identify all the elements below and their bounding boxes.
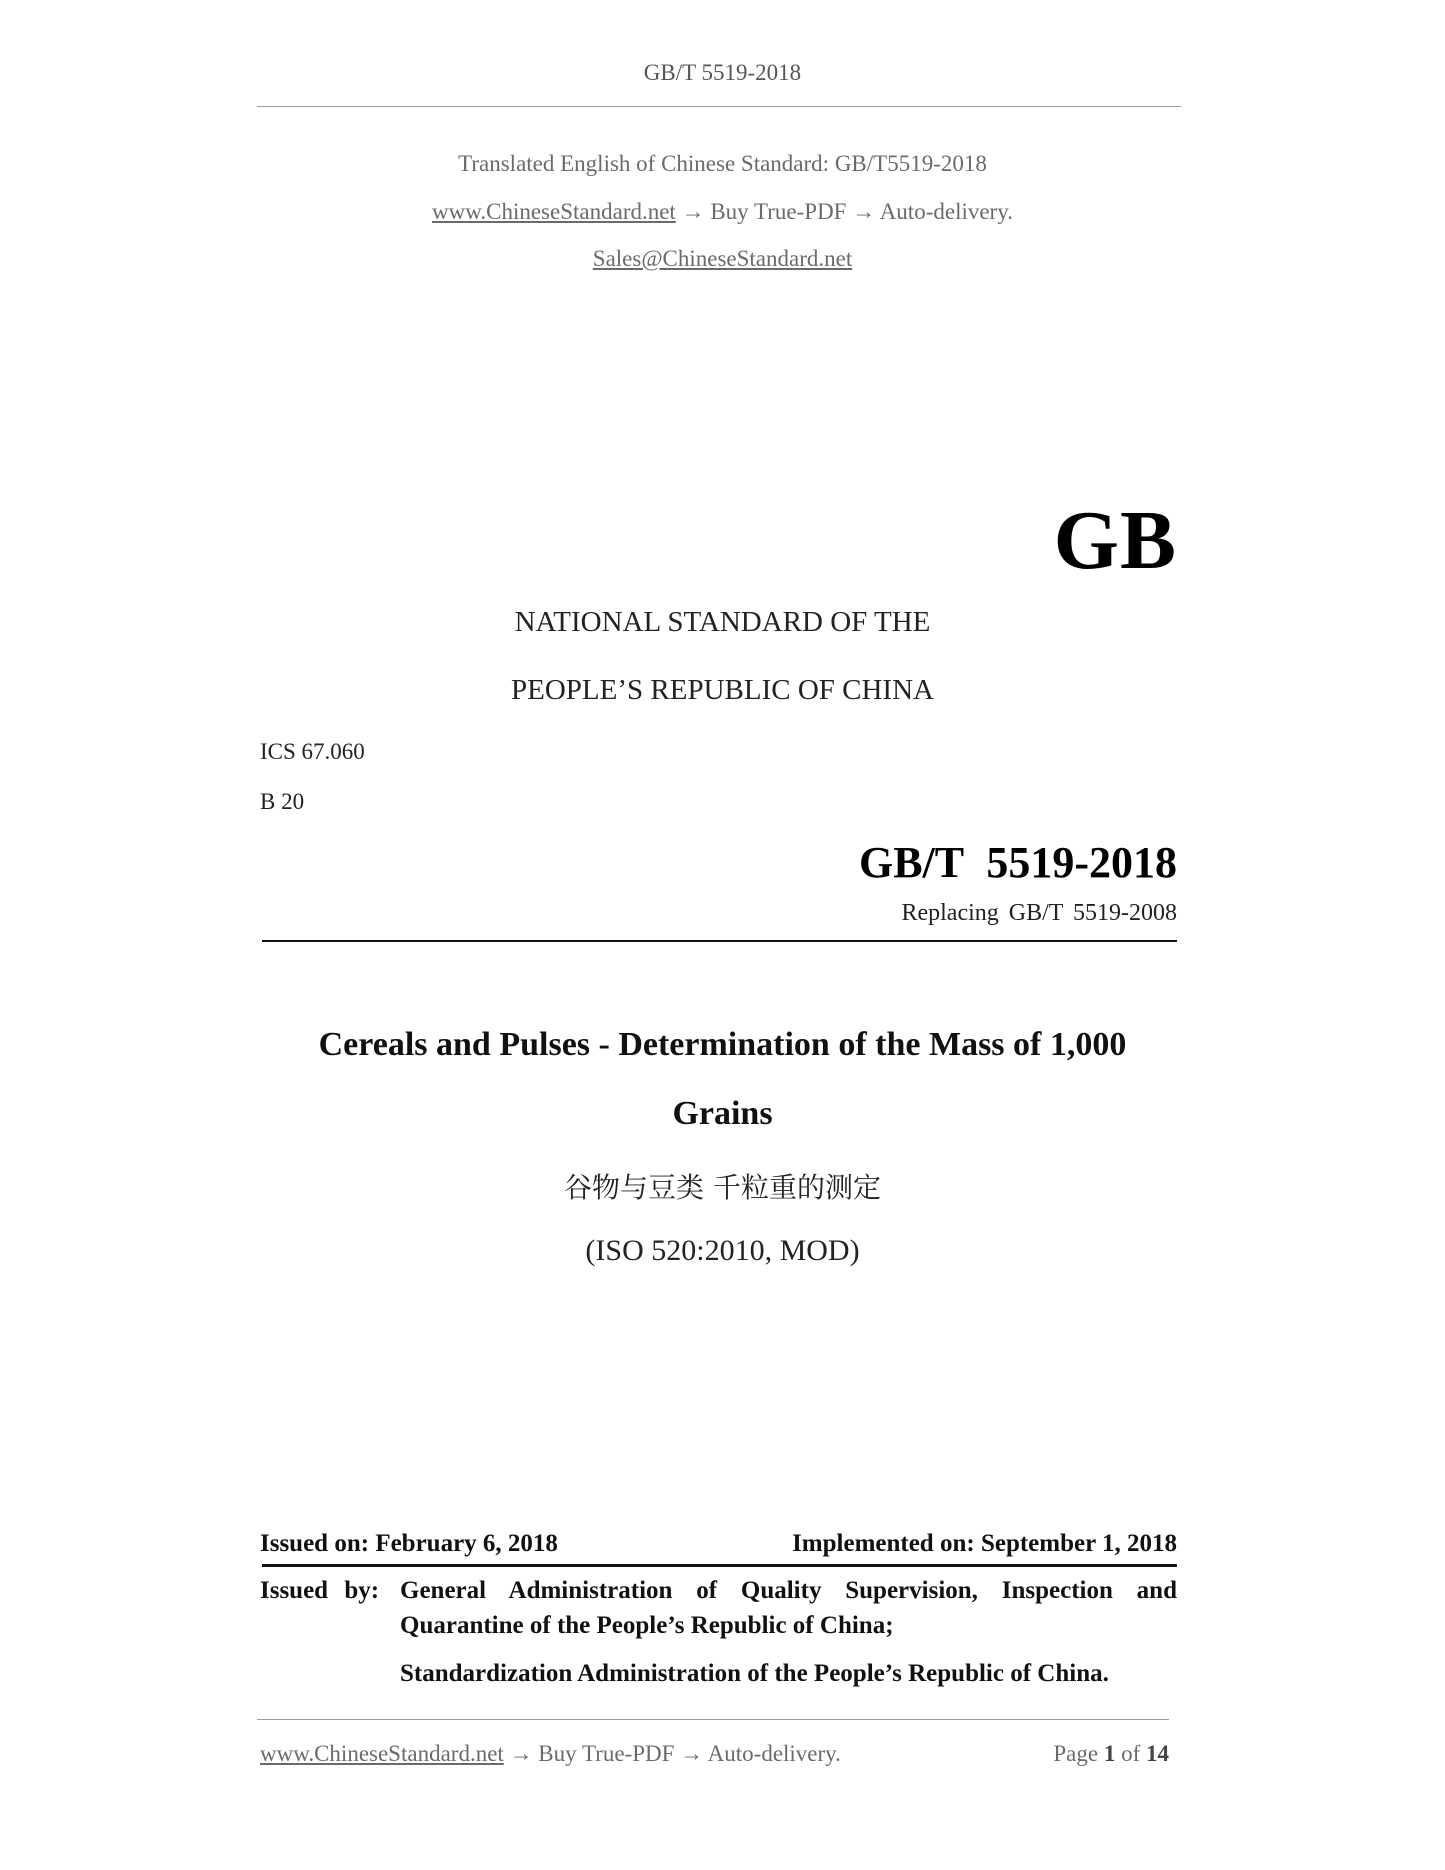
footer-divider <box>257 1719 1169 1720</box>
ics-code: ICS 67.060 <box>260 739 365 764</box>
running-header: GB/T 5519-2018 <box>643 60 802 85</box>
issued-on-date: Issued on: February 6, 2018 <box>260 1530 558 1557</box>
footer-buy-line <box>260 1741 841 1767</box>
document-title-chinese: 谷物与豆类 千粒重的测定 <box>564 1171 881 1204</box>
title-divider <box>262 940 1177 942</box>
issuer-line-2: Quarantine of the People’s Republic of China; <box>400 1612 894 1639</box>
page-label: Page <box>1053 1741 1099 1766</box>
translated-notice: Translated English of Chinese Standard: GB/T5519-2018 <box>458 151 987 176</box>
site-link[interactable]: www.ChineseStandard.net <box>432 199 676 224</box>
iso-reference: (ISO 520:2010, MOD) <box>585 1234 860 1267</box>
issuer-line-3: Standardization Administration of the People’s Republic of China. <box>400 1660 1109 1687</box>
footer-buy-text: → Buy True-PDF → Auto-delivery. <box>503 1741 841 1766</box>
buy-text: → Buy True-PDF → Auto-delivery. <box>675 199 1013 224</box>
sales-line <box>0 246 1445 272</box>
header-divider <box>257 106 1181 107</box>
ccs-code: B 20 <box>260 789 305 814</box>
issue-divider <box>262 1564 1177 1567</box>
sales-email-link[interactable]: Sales@ChineseStandard.net <box>592 246 853 271</box>
document-title-line-1: Cereals and Pulses - Determination of the Mass of 1,000 <box>318 1026 1127 1063</box>
standard-number: GB/T 5519-2018 <box>858 838 1177 887</box>
footer-site-link[interactable]: www.ChineseStandard.net <box>260 1741 504 1766</box>
page-number: 1 <box>1103 1741 1116 1766</box>
implemented-on-date: Implemented on: September 1, 2018 <box>792 1530 1177 1557</box>
page-indicator <box>1053 1741 1169 1767</box>
gb-logo: GB <box>1053 494 1177 587</box>
issuer-line-1: General Administration of Quality Supervision, Inspection and <box>400 1577 1177 1604</box>
page-total: 14 <box>1146 1741 1169 1766</box>
document-title-line-2: Grains <box>672 1095 773 1132</box>
replacing-note: Replacing GB/T 5519-2008 <box>901 900 1177 926</box>
buy-line <box>0 199 1445 225</box>
national-standard-line-2: PEOPLE’S REPUBLIC OF CHINA <box>511 674 934 706</box>
national-standard-line-1: NATIONAL STANDARD OF THE <box>514 606 931 638</box>
issued-by-label: Issued by: <box>260 1577 380 1604</box>
of-label: of <box>1121 1741 1141 1766</box>
